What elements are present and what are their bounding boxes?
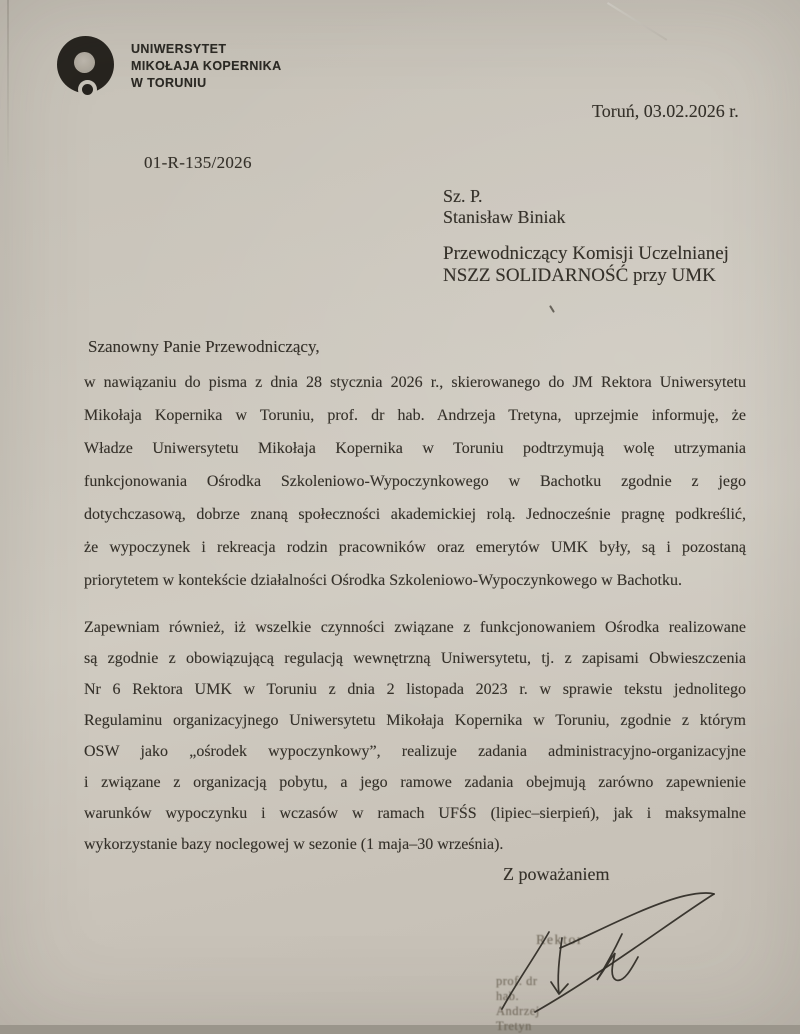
body-line: wykorzystanie bazy noclegowej w sezonie (1 maja–30 września). xyxy=(84,836,504,853)
body-line: Regulaminu organizacyjnego Uniwersytetu Mikołaja Kopernika w Toruniu, zgodnie z którym xyxy=(84,712,746,729)
logo-inner-circle-icon xyxy=(74,52,95,73)
paper-crease xyxy=(7,0,9,175)
logo-satellite-dot-icon xyxy=(82,84,93,95)
paragraph-1 xyxy=(84,366,746,597)
salutation: Szanowny Panie Przewodniczący, xyxy=(88,337,320,356)
stamp-title: Rektor xyxy=(536,933,584,948)
recipient-organization: NSZZ SOLIDARNOŚĆ przy UMK xyxy=(443,265,716,286)
body-line: że wypoczynek i rekreacja rodzin pracowników oraz emerytów UMK były, są i pozostaną xyxy=(84,539,746,556)
university-name-line: MIKOŁAJA KOPERNIKA xyxy=(131,59,282,73)
body-line: i związane z organizacją pobytu, a jego ramowe zadania obejmują zarówno zapewnienie xyxy=(84,774,746,791)
recipient-prefix: Sz. P. xyxy=(443,186,483,206)
body-line: warunków wypoczynku i wczasów w ramach UFŚS (lipiec–sierpień), jak i maksymalne xyxy=(84,805,746,822)
university-name xyxy=(131,41,282,92)
recipient-title: Przewodniczący Komisji Uczelnianej xyxy=(443,243,729,264)
body-line: Mikołaja Kopernika w Toruniu, prof. dr hab. Andrzeja Tretyna, uprzejmie informuję, że xyxy=(84,407,746,424)
body-line: OSW jako „ośrodek wypoczynkowy”, realizuje zadania administracyjno-organizacyjne xyxy=(84,743,746,760)
stamp-name: prof. dr hab. Andrzej Tretyn xyxy=(496,974,540,1033)
spacer xyxy=(443,228,729,243)
body-line: priorytetem w kontekście działalności Ośrodka Szkoleniowo-Wypoczynkowego w Bachotku. xyxy=(84,572,682,589)
university-name-line: W TORUNIU xyxy=(131,76,207,90)
body-line: dotychczasową, dobrze znaną społeczności akademickiej rolą. Jednocześnie pragnę podkreślić, xyxy=(84,506,746,523)
ink-speck xyxy=(549,305,555,313)
body-line: są zgodnie z obowiązującą regulacją wewnętrzną Uniwersytetu, tj. z zapisami Obwieszczenia xyxy=(84,650,746,667)
paragraph-2 xyxy=(84,612,746,860)
body-line: w nawiązaniu do pisma z dnia 28 stycznia 2026 r., skierowanego do JM Rektora Uniwersytetu xyxy=(84,374,746,391)
body-line: funkcjonowania Ośrodka Szkoleniowo-Wypoczynkowego w Bachotku zgodnie z jego xyxy=(84,473,746,490)
body-line: Władze Uniwersytetu Mikołaja Kopernika w Toruniu podtrzymują wolę utrzymania xyxy=(84,440,746,457)
reference-number: 01-R-135/2026 xyxy=(144,153,252,172)
handwritten-signature xyxy=(480,880,730,1025)
recipient-name: Stanisław Biniak xyxy=(443,207,566,227)
paper-crease xyxy=(607,2,667,41)
body-line: Nr 6 Rektora UMK w Toruniu z dnia 2 listopada 2023 r. w sprawie tekstu jednolitego xyxy=(84,681,746,698)
university-name-line: UNIWERSYTET xyxy=(131,42,227,56)
recipient-block xyxy=(443,186,729,287)
closing-phrase: Z poważaniem xyxy=(503,864,610,884)
place-and-date: Toruń, 03.02.2026 r. xyxy=(592,101,739,121)
body-line: Zapewniam również, iż wszelkie czynności związane z funkcjonowaniem Ośrodka realizowane xyxy=(84,619,746,636)
